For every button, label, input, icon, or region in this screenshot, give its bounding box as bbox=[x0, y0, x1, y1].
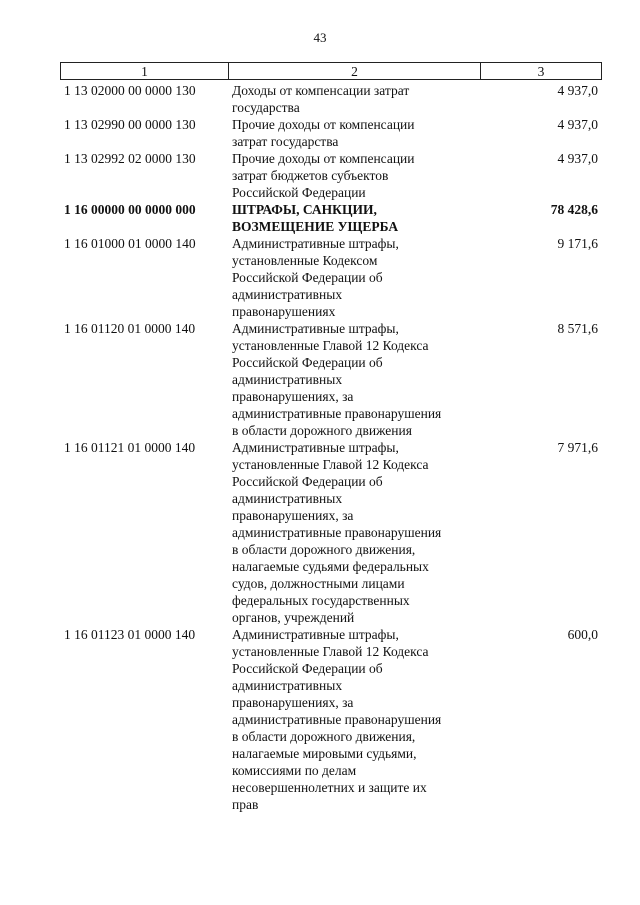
table-row bbox=[60, 235, 602, 320]
row-name-line: прав bbox=[232, 797, 259, 812]
table-row bbox=[60, 150, 602, 201]
row-name-line: административные правонарушения bbox=[232, 406, 442, 421]
row-name bbox=[228, 201, 480, 235]
row-name-line: административных bbox=[232, 287, 343, 302]
row-code: 1 13 02990 00 0000 130 bbox=[64, 117, 196, 132]
row-name-line: установленные Главой 12 Кодекса bbox=[232, 457, 429, 472]
row-name-line: правонарушениях, за bbox=[232, 695, 354, 710]
row-name-line: Российской Федерации об bbox=[232, 355, 383, 370]
row-name-line: Административные штрафы, bbox=[232, 236, 399, 251]
table-row bbox=[60, 82, 602, 116]
row-name-line: правонарушениях bbox=[232, 304, 336, 319]
row-name-line: в области дорожного движения, bbox=[232, 729, 416, 744]
row-name bbox=[228, 82, 480, 116]
table-row bbox=[60, 201, 602, 235]
row-name-line: Российской Федерации bbox=[232, 185, 366, 200]
row-code: 1 13 02992 02 0000 130 bbox=[64, 151, 196, 166]
row-name bbox=[228, 150, 480, 201]
row-amount: 4 937,0 bbox=[557, 117, 598, 132]
row-code: 1 16 01121 01 0000 140 bbox=[64, 440, 196, 455]
row-name-line: административные правонарушения bbox=[232, 712, 442, 727]
row-code: 1 16 01120 01 0000 140 bbox=[64, 321, 196, 336]
row-name bbox=[228, 626, 480, 813]
row-name-line: налагаемые мировыми судьями, bbox=[232, 746, 417, 761]
table-row bbox=[60, 439, 602, 626]
row-name-line: установленные Главой 12 Кодекса bbox=[232, 338, 429, 353]
row-name-line: Административные штрафы, bbox=[232, 321, 399, 336]
row-name-line: Российской Федерации об bbox=[232, 270, 383, 285]
row-name bbox=[228, 439, 480, 626]
row-name-line: федеральных государственных bbox=[232, 593, 410, 608]
row-name-line: Прочие доходы от компенсации bbox=[232, 117, 415, 132]
page-number: 43 bbox=[313, 30, 327, 45]
row-code: 1 16 00000 00 0000 000 bbox=[64, 202, 196, 217]
row-name bbox=[228, 116, 480, 150]
column-header-3: 3 bbox=[537, 64, 545, 79]
row-name-line: государства bbox=[232, 100, 300, 115]
row-amount: 4 937,0 bbox=[557, 151, 598, 166]
row-name-line: Российской Федерации об bbox=[232, 474, 383, 489]
row-name-line: административных bbox=[232, 678, 343, 693]
row-code: 1 16 01000 01 0000 140 bbox=[64, 236, 196, 251]
row-name bbox=[228, 235, 480, 320]
row-name-line: в области дорожного движения bbox=[232, 423, 412, 438]
row-name-line: несовершеннолетних и защите их bbox=[232, 780, 427, 795]
row-name-line: комиссиями по делам bbox=[232, 763, 357, 778]
row-amount: 600,0 bbox=[567, 627, 598, 642]
row-name-line: налагаемые судьями федеральных bbox=[232, 559, 429, 574]
row-name-line: Доходы от компенсации затрат bbox=[232, 83, 410, 98]
row-name-line: административных bbox=[232, 491, 343, 506]
row-amount: 8 571,6 bbox=[557, 321, 598, 336]
row-name-line: административные правонарушения bbox=[232, 525, 442, 540]
column-header-1: 1 bbox=[61, 63, 229, 79]
row-name-line: судов, должностными лицами bbox=[232, 576, 405, 591]
row-name-line: установленные Кодексом bbox=[232, 253, 378, 268]
row-name-line: ШТРАФЫ, САНКЦИИ, bbox=[232, 202, 377, 217]
row-name-line: затрат государства bbox=[232, 134, 339, 149]
row-name-line: в области дорожного движения, bbox=[232, 542, 416, 557]
row-name-line: правонарушениях, за bbox=[232, 389, 354, 404]
row-amount: 78 428,6 bbox=[550, 202, 598, 217]
row-name-line: затрат бюджетов субъектов bbox=[232, 168, 389, 183]
row-amount: 7 971,6 bbox=[557, 440, 598, 455]
column-header-2: 2 bbox=[229, 63, 481, 79]
row-code: 1 13 02000 00 0000 130 bbox=[64, 83, 196, 98]
table-row bbox=[60, 116, 602, 150]
row-name-line: ВОЗМЕЩЕНИЕ УЩЕРБА bbox=[232, 219, 399, 234]
table-body bbox=[60, 82, 602, 813]
row-amount: 4 937,0 bbox=[557, 83, 598, 98]
table-row bbox=[60, 320, 602, 439]
row-name-line: Административные штрафы, bbox=[232, 440, 399, 455]
row-name-line: правонарушениях, за bbox=[232, 508, 354, 523]
row-name bbox=[228, 320, 480, 439]
row-amount: 9 171,6 bbox=[557, 236, 598, 251]
row-name-line: Административные штрафы, bbox=[232, 627, 399, 642]
row-name-line: Российской Федерации об bbox=[232, 661, 383, 676]
row-name-line: органов, учреждений bbox=[232, 610, 355, 625]
row-name-line: установленные Главой 12 Кодекса bbox=[232, 644, 429, 659]
row-code: 1 16 01123 01 0000 140 bbox=[64, 627, 196, 642]
row-name-line: Прочие доходы от компенсации bbox=[232, 151, 415, 166]
row-name-line: административных bbox=[232, 372, 343, 387]
table-row bbox=[60, 626, 602, 813]
table-header-row bbox=[60, 62, 602, 80]
